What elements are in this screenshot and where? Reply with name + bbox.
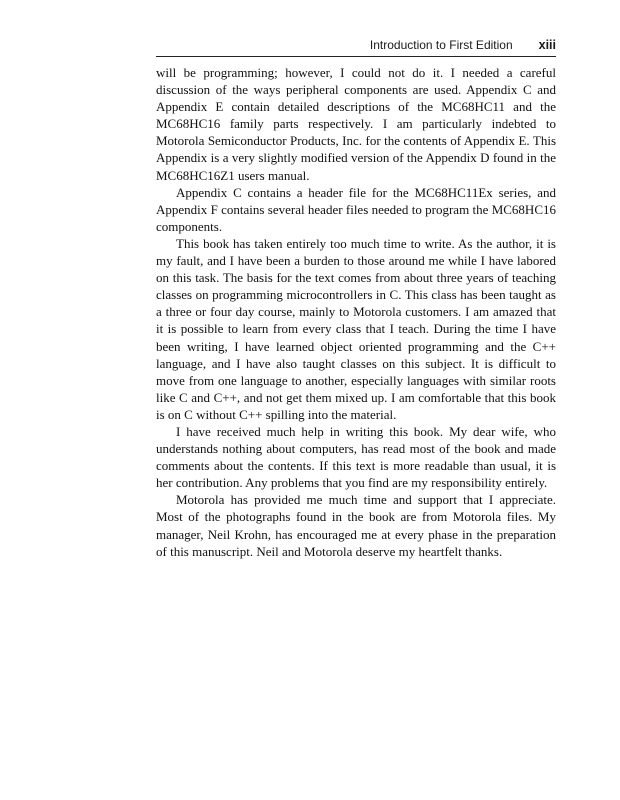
- page-number: xiii: [538, 38, 556, 52]
- paragraph-continued: will be programming; however, I could not do it. I needed a careful discussion of the ways peripheral components are used. Appendix C and Appendix E contain detailed descriptions of the MC68HC11 and the MC68HC16 family parts respectively. I am particularly indebted to Motorola Semiconductor Products, Inc. for the contents of Appendix E. This Appendix is a very slightly modified version of the Appendix D found in the MC68HC16Z1 users manual.: [156, 65, 556, 183]
- paragraph-writing-time: This book has taken entirely too much time to write. As the author, it is my fault, and I have been a burden to those around me while I have labored on this task. The basis for the text comes from about three years of teaching classes on programming microcontrollers in C. This class has been taught as a three or four day course, mainly to Motorola customers. I am amazed that it is possible to learn from every class that I teach. During the time I have been writing, I have learned object oriented programming and the C++ language, and I have also taught classes on this subject. It is difficult to move from one language to another, especially languages with similar roots like C and C++, and not get them mixed up. I am comfortable that this book is on C without C++ spilling into the material.: [156, 235, 556, 422]
- paragraph-appendix-headers: Appendix C contains a header file for the MC68HC11Ex series, and Appendix F contains several header files needed to program the MC68HC16 components.: [156, 184, 556, 234]
- running-head: [156, 38, 556, 54]
- paragraph-acknowledgment-wife: I have received much help in writing this book. My dear wife, who understands nothing about computers, has read most of the book and made comments about the contents. If this text is more readable than usual, it is her contribution. Any problems that you find are my responsibility entirely.: [156, 423, 556, 491]
- header-rule: [156, 56, 556, 57]
- running-head-title: Introduction to First Edition: [369, 38, 513, 52]
- body-text: [156, 64, 556, 560]
- paragraph-acknowledgment-motorola: Motorola has provided me much time and support that I appreciate. Most of the photographs found in the book are from Motorola files. My manager, Neil Krohn, has encouraged me at every phase in the preparation of this manuscript. Neil and Motorola deserve my heartfelt thanks.: [156, 492, 556, 559]
